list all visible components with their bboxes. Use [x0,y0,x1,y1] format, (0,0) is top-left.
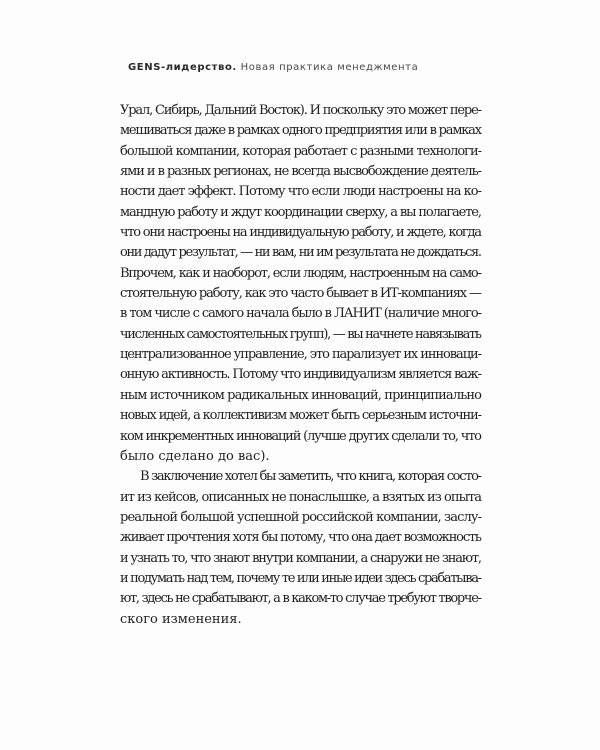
text-line: централизованное управление, это парализует их инноваци- [120,347,481,363]
text-line: в том числе с самого начала было в ЛАНИТ (наличие много- [120,306,481,322]
header-series-title: GENS-лидерство. [128,62,237,73]
text-line: стоятельную работу, как это часто бывает в ИТ-компаниях — [120,286,481,302]
paragraph-1 [120,101,482,467]
text-line: мешиваться даже в рамках одного предприятия или в рамках [120,123,481,139]
text-line: ности дает эффект. Потому что если люди настроены на ко- [120,184,481,200]
text-line: живает прочтения хотя бы потому, что она дает возможность [120,530,481,546]
text-line: ком инкрементных инноваций (лучше других сделали то, что [120,428,481,444]
text-line: и узнать то, что знают внутри компании, а снаружи не знают, [120,550,481,566]
text-line: онную активность. Потому что индивидуализм является важ- [120,367,481,383]
text-line: ным источником радикальных инноваций, принципиально [120,387,482,403]
text-line: ют, здесь не срабатывают, а в каком-то случае требуют творче- [120,591,481,607]
text-line: было сделано до вас). [120,448,270,464]
text-line: Урал, Сибирь, Дальний Восток). И поскольку это может пере- [120,103,481,118]
text-line: реальной большой успешной российской компании, заслу- [120,509,482,525]
text-line: численных самостоятельных групп), — вы начнете навязывать [120,326,481,342]
text-line: мандную работу и ждут координации сверху, а вы полагаете, [120,204,481,220]
text-line: ями и в разных регионах, не всегда высвобождение деятель- [120,164,481,180]
text-line: и подумать над тем, почему те или иные идеи здесь срабатыва- [120,570,481,586]
text-line: большой компании, которая работает с разными технологи- [120,143,481,159]
text-line: новых идей, а коллективизм может быть серьезным источни- [120,408,481,424]
header-subtitle: Новая практика менеджмента [240,62,419,73]
text-line: ского изменения. [120,611,242,627]
text-line: В заключение хотел бы заметить, что книга, которая состо- [140,469,481,485]
text-line: Впрочем, как и наоборот, если людям, настроенным на само- [120,265,481,281]
running-header [128,62,418,73]
body-text [120,101,482,630]
paragraph-2 [120,467,482,630]
text-line: они дадут результат, — ни вам, ни им результата не дождаться. [120,245,481,261]
text-line: что они настроены на индивидуальную работу, и ждете, когда [120,225,481,241]
text-line: ит из кейсов, описанных не понаслышке, а взятых из опыта [120,489,482,505]
